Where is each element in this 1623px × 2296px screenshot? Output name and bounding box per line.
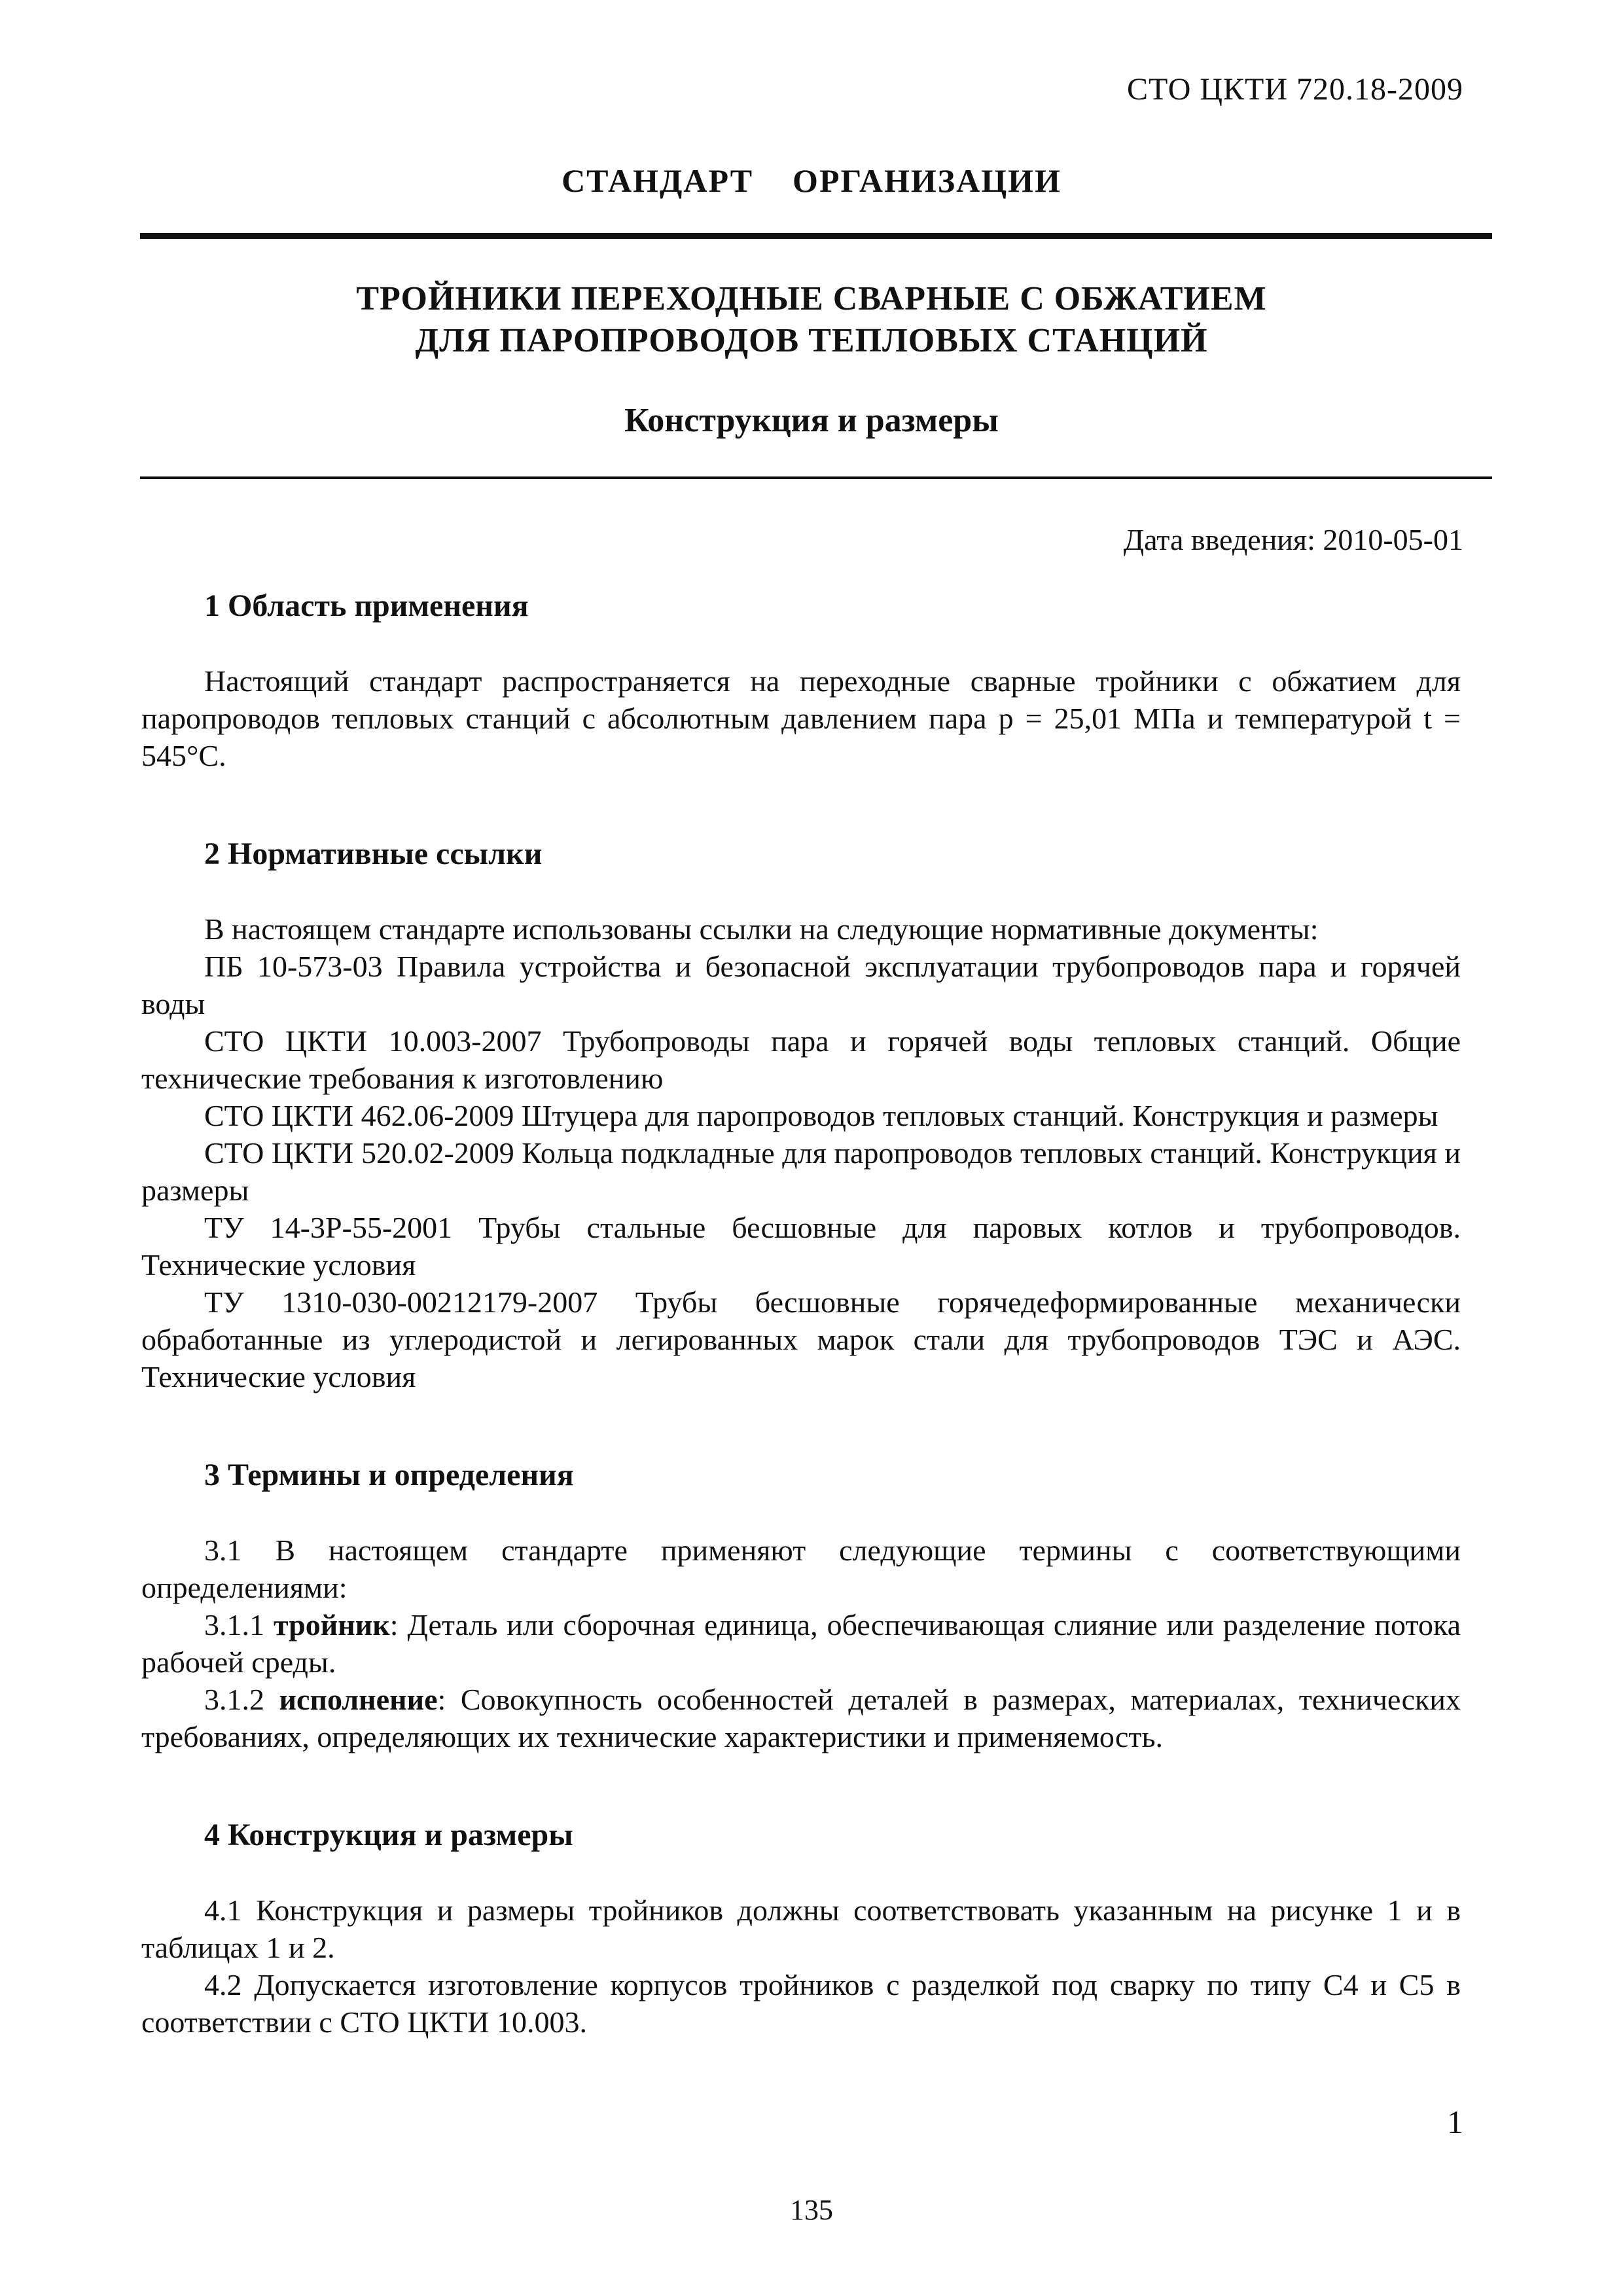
- reference-item: СТО ЦКТИ 10.003-2007 Трубопроводы пара и горячей воды тепловых станций. Общие технические требования к изготовлению: [141, 1024, 1461, 1095]
- reference-item: СТО ЦКТИ 462.06-2009 Штуцера для паропроводов тепловых станций. Конструкция и размеры: [204, 1099, 1438, 1132]
- section-3-body: [141, 1532, 1461, 1755]
- term-definition-text: : Деталь или сборочная единица, обеспечивающая слияние или разделение потока рабочей среды.: [141, 1608, 1461, 1679]
- clause-4-1: 4.1 Конструкция и размеры тройников должны соответствовать указанным на рисунке 1 и в таблицах 1 и 2.: [141, 1893, 1461, 1964]
- introduction-date: Дата введения: 2010-05-01: [1123, 523, 1463, 556]
- organization-standard-title: [0, 162, 1623, 200]
- section-4-body: [141, 1892, 1461, 2041]
- section-4-heading: 4 Конструкция и размеры: [204, 1818, 573, 1852]
- section-1-body: [141, 662, 1461, 774]
- section-1-heading: 1 Область применения: [204, 588, 529, 623]
- title-line-2: ДЛЯ ПАРОПРОВОДОВ ТЕПЛОВЫХ СТАНЦИЙ: [415, 322, 1208, 359]
- collection-page-number: 135: [790, 2194, 833, 2226]
- title-rule-thin: [140, 476, 1492, 479]
- term-number: 3.1.2: [204, 1683, 279, 1716]
- reference-item: ТУ 1310-030-00212179-2007 Трубы бесшовные горячедеформированные механически обработанные из углеродистой и легированных марок стали для трубопроводов ТЭС и АЭС. Технические условия: [141, 1285, 1461, 1393]
- term-definition-1: [141, 1606, 1461, 1681]
- section-3-heading: 3 Термины и определения: [204, 1458, 574, 1492]
- section-2-heading: 2 Нормативные ссылки: [204, 836, 543, 871]
- reference-item: ТУ 14-3Р-55-2001 Трубы стальные бесшовные для паровых котлов и трубопроводов. Технические условия: [141, 1211, 1461, 1282]
- term-number: 3.1.1: [204, 1608, 274, 1641]
- document-code: СТО ЦКТИ 720.18-2009: [1126, 72, 1463, 107]
- references-intro: В настоящем стандарте использованы ссылки на следующие нормативные документы:: [204, 912, 1319, 946]
- page-number: 1: [1447, 2104, 1463, 2140]
- term-definition-text: : Совокупность особенностей деталей в размерах, материалах, технических требованиях, определяющих их технические характеристики и применяемость.: [141, 1683, 1461, 1753]
- document-subtitle: Конструкция и размеры: [624, 402, 999, 439]
- header-rule-thick: [140, 233, 1492, 239]
- terms-intro: 3.1 В настоящем стандарте применяют следующие термины с соответствующими определениями:: [141, 1534, 1461, 1604]
- reference-item: СТО ЦКТИ 520.02-2009 Кольца подкладные для паропроводов тепловых станций. Конструкция и размеры: [141, 1136, 1461, 1207]
- reference-item: ПБ 10-573-03 Правила устройства и безопасной эксплуатации трубопроводов пара и горячей воды: [141, 950, 1461, 1020]
- term-name: тройник: [274, 1608, 390, 1641]
- section-1-paragraph: Настоящий стандарт распространяется на переходные сварные тройники с обжатием для паропроводов тепловых станций с абсолютным давлением пара p = 25,01 МПа и температурой t = 545°С.: [141, 664, 1461, 772]
- term-definition-2: [141, 1681, 1461, 1755]
- title-line-1: ТРОЙНИКИ ПЕРЕХОДНЫЕ СВАРНЫЕ С ОБЖАТИЕМ: [356, 280, 1267, 317]
- section-2-body: [141, 910, 1461, 1395]
- document-title: [0, 278, 1623, 362]
- org-title-word-2: ОРГАНИЗАЦИИ: [793, 162, 1061, 199]
- term-name: исполнение: [279, 1683, 438, 1716]
- document-body: [141, 586, 1461, 2041]
- org-title-word-1: СТАНДАРТ: [562, 162, 754, 199]
- clause-4-2: 4.2 Допускается изготовление корпусов тройников с разделкой под сварку по типу С4 и С5 в соответствии с СТО ЦКТИ 10.003.: [141, 1968, 1461, 2039]
